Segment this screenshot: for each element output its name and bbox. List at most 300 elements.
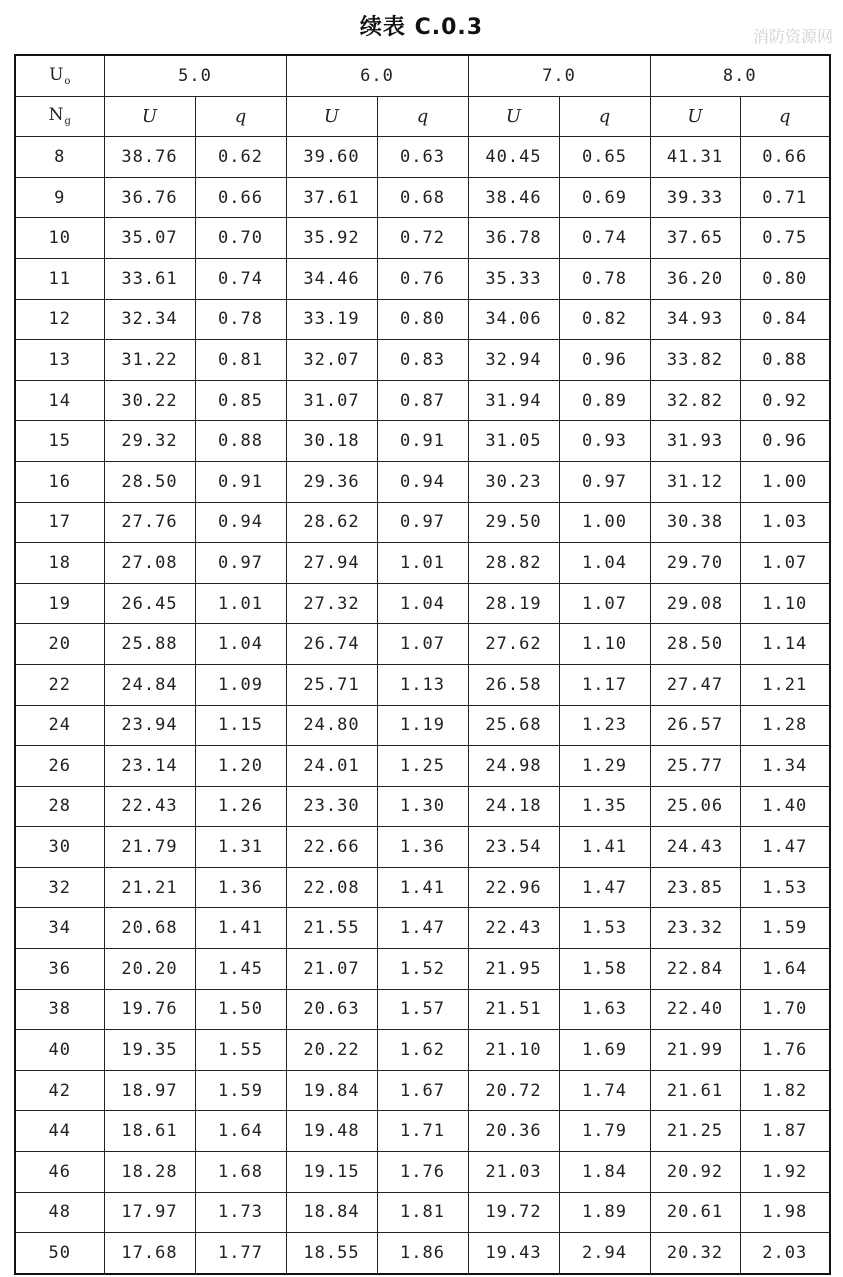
q-cell-8: 1.92: [740, 1152, 830, 1193]
table-row: [15, 908, 830, 949]
u-cell-7: 21.51: [468, 989, 559, 1030]
ng-cell: 48: [15, 1192, 104, 1233]
u-cell-5: 25.88: [104, 624, 195, 665]
u-cell-5: 32.34: [104, 299, 195, 340]
q-cell-6: 1.41: [377, 867, 468, 908]
u-cell-7: 30.23: [468, 461, 559, 502]
q-cell-7: 0.82: [559, 299, 650, 340]
u-cell-8: 21.61: [650, 1070, 740, 1111]
ng-cell: 11: [15, 258, 104, 299]
q-cell-7: 1.17: [559, 664, 650, 705]
u-cell-5: 23.14: [104, 746, 195, 787]
ng-cell: 20: [15, 624, 104, 665]
q-cell-7: 1.63: [559, 989, 650, 1030]
u-cell-6: 18.55: [286, 1233, 377, 1274]
q-cell-5: 1.15: [195, 705, 286, 746]
q-cell-8: 1.07: [740, 543, 830, 584]
table-row: [15, 1233, 830, 1274]
table-row: [15, 218, 830, 259]
data-table: [14, 54, 831, 1275]
watermark: 消防资源网: [752, 27, 833, 46]
group-header-6: 6.0: [286, 55, 468, 96]
u-cell-6: 19.48: [286, 1111, 377, 1152]
u-cell-7: 26.58: [468, 664, 559, 705]
ng-cell: 46: [15, 1152, 104, 1193]
u-cell-8: 41.31: [650, 137, 740, 178]
q-cell-8: 1.47: [740, 827, 830, 868]
q-cell-8: 0.71: [740, 177, 830, 218]
q-cell-5: 1.45: [195, 949, 286, 990]
q-cell-8: 1.76: [740, 1030, 830, 1071]
table-row: [15, 1152, 830, 1193]
q-cell-5: 0.74: [195, 258, 286, 299]
q-cell-6: 1.76: [377, 1152, 468, 1193]
ng-cell: 42: [15, 1070, 104, 1111]
u-cell-7: 22.43: [468, 908, 559, 949]
u-cell-8: 25.77: [650, 746, 740, 787]
u-cell-8: 29.08: [650, 583, 740, 624]
table-row: [15, 137, 830, 178]
q-cell-7: 1.58: [559, 949, 650, 990]
u-cell-7: 29.50: [468, 502, 559, 543]
q-cell-7: 1.35: [559, 786, 650, 827]
table-row: [15, 827, 830, 868]
u-cell-6: 28.62: [286, 502, 377, 543]
u-cell-8: 37.65: [650, 218, 740, 259]
u-cell-6: 33.19: [286, 299, 377, 340]
q-cell-8: 0.92: [740, 380, 830, 421]
q-cell-8: 0.84: [740, 299, 830, 340]
ng-cell: 13: [15, 340, 104, 381]
u-cell-8: 20.92: [650, 1152, 740, 1193]
u-cell-5: 19.76: [104, 989, 195, 1030]
u-cell-8: 30.38: [650, 502, 740, 543]
u-cell-8: 29.70: [650, 543, 740, 584]
q-cell-6: 0.87: [377, 380, 468, 421]
ng-cell: 16: [15, 461, 104, 502]
u-cell-8: 22.40: [650, 989, 740, 1030]
u-cell-6: 22.66: [286, 827, 377, 868]
q-cell-5: 0.66: [195, 177, 286, 218]
q-cell-8: 1.59: [740, 908, 830, 949]
u-cell-5: 33.61: [104, 258, 195, 299]
u-cell-7: 24.98: [468, 746, 559, 787]
u-cell-6: 27.94: [286, 543, 377, 584]
u-cell-6: 20.63: [286, 989, 377, 1030]
table-row: [15, 1111, 830, 1152]
q-cell-6: 1.57: [377, 989, 468, 1030]
q-cell-7: 0.96: [559, 340, 650, 381]
q-cell-5: 1.73: [195, 1192, 286, 1233]
q-cell-7: 1.41: [559, 827, 650, 868]
u-cell-5: 35.07: [104, 218, 195, 259]
ng-cell: 44: [15, 1111, 104, 1152]
q-cell-7: 0.93: [559, 421, 650, 462]
uo-header-cell: [15, 55, 104, 96]
q-cell-8: 1.70: [740, 989, 830, 1030]
q-cell-8: 1.00: [740, 461, 830, 502]
q-cell-8: 0.88: [740, 340, 830, 381]
u-cell-7: 20.72: [468, 1070, 559, 1111]
q-cell-5: 1.09: [195, 664, 286, 705]
ng-cell: 10: [15, 218, 104, 259]
q-cell-5: 0.88: [195, 421, 286, 462]
u-cell-7: 31.05: [468, 421, 559, 462]
ng-cell: 18: [15, 543, 104, 584]
table-row: [15, 421, 830, 462]
table-row: [15, 299, 830, 340]
ng-cell: 24: [15, 705, 104, 746]
group-header-5: 5.0: [104, 55, 286, 96]
q-cell-5: 1.41: [195, 908, 286, 949]
u-cell-5: 29.32: [104, 421, 195, 462]
u-cell-6: 31.07: [286, 380, 377, 421]
u-header-3: U: [468, 96, 559, 137]
q-cell-7: 0.78: [559, 258, 650, 299]
ng-cell: 34: [15, 908, 104, 949]
q-cell-5: 1.26: [195, 786, 286, 827]
u-cell-5: 21.21: [104, 867, 195, 908]
q-cell-7: 1.29: [559, 746, 650, 787]
ng-cell: 15: [15, 421, 104, 462]
q-cell-5: 1.68: [195, 1152, 286, 1193]
q-cell-6: 0.80: [377, 299, 468, 340]
u-cell-5: 17.68: [104, 1233, 195, 1274]
u-cell-5: 22.43: [104, 786, 195, 827]
q-cell-8: 1.87: [740, 1111, 830, 1152]
table-row: [15, 1192, 830, 1233]
q-cell-7: 1.53: [559, 908, 650, 949]
table-row: [15, 746, 830, 787]
u-cell-8: 24.43: [650, 827, 740, 868]
u-cell-6: 32.07: [286, 340, 377, 381]
q-cell-5: 0.78: [195, 299, 286, 340]
q-cell-7: 1.84: [559, 1152, 650, 1193]
u-cell-5: 20.20: [104, 949, 195, 990]
u-cell-6: 21.55: [286, 908, 377, 949]
u-cell-6: 30.18: [286, 421, 377, 462]
u-cell-8: 23.85: [650, 867, 740, 908]
u-cell-8: 31.93: [650, 421, 740, 462]
q-cell-8: 0.66: [740, 137, 830, 178]
ng-header-cell: [15, 96, 104, 137]
u-cell-5: 30.22: [104, 380, 195, 421]
q-cell-8: 1.14: [740, 624, 830, 665]
q-cell-5: 0.91: [195, 461, 286, 502]
u-cell-8: 25.06: [650, 786, 740, 827]
q-cell-8: 1.03: [740, 502, 830, 543]
uo-subscript: o: [64, 75, 71, 87]
u-cell-7: 22.96: [468, 867, 559, 908]
q-cell-7: 1.47: [559, 867, 650, 908]
u-cell-5: 31.22: [104, 340, 195, 381]
ng-cell: 32: [15, 867, 104, 908]
ng-label: N: [48, 105, 64, 126]
q-cell-6: 1.52: [377, 949, 468, 990]
q-cell-7: 1.89: [559, 1192, 650, 1233]
u-cell-7: 23.54: [468, 827, 559, 868]
q-cell-6: 1.71: [377, 1111, 468, 1152]
table-row: [15, 1030, 830, 1071]
u-cell-7: 21.10: [468, 1030, 559, 1071]
ng-cell: 30: [15, 827, 104, 868]
u-cell-8: 20.32: [650, 1233, 740, 1274]
u-cell-6: 18.84: [286, 1192, 377, 1233]
q-cell-6: 0.63: [377, 137, 468, 178]
u-cell-7: 34.06: [468, 299, 559, 340]
q-cell-7: 1.04: [559, 543, 650, 584]
q-cell-6: 1.36: [377, 827, 468, 868]
ng-subscript: g: [64, 116, 71, 128]
q-cell-7: 2.94: [559, 1233, 650, 1274]
q-cell-6: 1.47: [377, 908, 468, 949]
q-cell-8: 2.03: [740, 1233, 830, 1274]
q-header-2: q: [377, 96, 468, 137]
u-cell-6: 35.92: [286, 218, 377, 259]
u-cell-8: 34.93: [650, 299, 740, 340]
u-cell-8: 39.33: [650, 177, 740, 218]
u-cell-8: 33.82: [650, 340, 740, 381]
q-cell-7: 0.74: [559, 218, 650, 259]
ng-cell: 12: [15, 299, 104, 340]
u-cell-7: 32.94: [468, 340, 559, 381]
u-cell-8: 27.47: [650, 664, 740, 705]
q-cell-6: 1.19: [377, 705, 468, 746]
q-cell-6: 0.83: [377, 340, 468, 381]
q-cell-5: 1.01: [195, 583, 286, 624]
u-cell-5: 21.79: [104, 827, 195, 868]
header-row-uo: [15, 55, 830, 96]
q-cell-5: 1.77: [195, 1233, 286, 1274]
u-cell-8: 21.99: [650, 1030, 740, 1071]
q-cell-6: 1.30: [377, 786, 468, 827]
u-header-4: U: [650, 96, 740, 137]
q-cell-7: 0.65: [559, 137, 650, 178]
q-cell-7: 1.79: [559, 1111, 650, 1152]
q-cell-5: 1.31: [195, 827, 286, 868]
q-header-4: q: [740, 96, 830, 137]
table-row: [15, 258, 830, 299]
u-cell-7: 28.19: [468, 583, 559, 624]
q-cell-8: 1.40: [740, 786, 830, 827]
u-cell-8: 26.57: [650, 705, 740, 746]
q-cell-7: 1.69: [559, 1030, 650, 1071]
q-cell-5: 0.85: [195, 380, 286, 421]
u-header-1: U: [104, 96, 195, 137]
q-cell-5: 0.62: [195, 137, 286, 178]
q-cell-5: 0.70: [195, 218, 286, 259]
q-cell-8: 1.53: [740, 867, 830, 908]
u-cell-5: 19.35: [104, 1030, 195, 1071]
u-cell-5: 28.50: [104, 461, 195, 502]
table-row: [15, 1070, 830, 1111]
ng-cell: 22: [15, 664, 104, 705]
q-cell-6: 1.04: [377, 583, 468, 624]
q-cell-6: 1.13: [377, 664, 468, 705]
ng-cell: 38: [15, 989, 104, 1030]
u-cell-6: 34.46: [286, 258, 377, 299]
q-cell-8: 1.21: [740, 664, 830, 705]
q-header-1: q: [195, 96, 286, 137]
u-cell-7: 38.46: [468, 177, 559, 218]
u-cell-6: 21.07: [286, 949, 377, 990]
q-cell-6: 0.68: [377, 177, 468, 218]
table-row: [15, 949, 830, 990]
u-cell-6: 27.32: [286, 583, 377, 624]
u-cell-5: 18.61: [104, 1111, 195, 1152]
q-cell-6: 1.67: [377, 1070, 468, 1111]
u-cell-6: 39.60: [286, 137, 377, 178]
q-cell-5: 1.04: [195, 624, 286, 665]
q-cell-5: 1.20: [195, 746, 286, 787]
u-cell-6: 24.01: [286, 746, 377, 787]
q-cell-7: 1.23: [559, 705, 650, 746]
u-cell-6: 24.80: [286, 705, 377, 746]
table-row: [15, 461, 830, 502]
u-cell-5: 24.84: [104, 664, 195, 705]
u-cell-7: 19.43: [468, 1233, 559, 1274]
u-cell-8: 21.25: [650, 1111, 740, 1152]
u-cell-6: 19.15: [286, 1152, 377, 1193]
q-cell-6: 1.01: [377, 543, 468, 584]
q-cell-7: 1.00: [559, 502, 650, 543]
q-cell-7: 0.97: [559, 461, 650, 502]
u-cell-5: 23.94: [104, 705, 195, 746]
q-cell-6: 0.94: [377, 461, 468, 502]
u-cell-5: 38.76: [104, 137, 195, 178]
q-cell-8: 1.82: [740, 1070, 830, 1111]
u-cell-8: 31.12: [650, 461, 740, 502]
table-row: [15, 380, 830, 421]
q-cell-7: 1.07: [559, 583, 650, 624]
q-cell-8: 0.96: [740, 421, 830, 462]
u-cell-7: 20.36: [468, 1111, 559, 1152]
u-cell-7: 31.94: [468, 380, 559, 421]
q-cell-7: 0.89: [559, 380, 650, 421]
q-cell-5: 0.97: [195, 543, 286, 584]
q-cell-6: 1.25: [377, 746, 468, 787]
table-row: [15, 989, 830, 1030]
q-cell-8: 0.75: [740, 218, 830, 259]
q-cell-8: 0.80: [740, 258, 830, 299]
u-cell-6: 25.71: [286, 664, 377, 705]
ng-cell: 8: [15, 137, 104, 178]
ng-cell: 17: [15, 502, 104, 543]
header-row-ng: [15, 96, 830, 137]
page-title: 续表 C.0.3: [359, 15, 484, 40]
q-cell-7: 0.69: [559, 177, 650, 218]
u-cell-5: 20.68: [104, 908, 195, 949]
q-cell-8: 1.98: [740, 1192, 830, 1233]
q-cell-5: 1.50: [195, 989, 286, 1030]
group-header-8: 8.0: [650, 55, 830, 96]
u-cell-8: 20.61: [650, 1192, 740, 1233]
q-cell-8: 1.34: [740, 746, 830, 787]
q-cell-5: 1.36: [195, 867, 286, 908]
table-row: [15, 705, 830, 746]
q-cell-6: 1.86: [377, 1233, 468, 1274]
table-row: [15, 177, 830, 218]
ng-cell: 26: [15, 746, 104, 787]
group-header-7: 7.0: [468, 55, 650, 96]
table-row: [15, 543, 830, 584]
u-cell-8: 23.32: [650, 908, 740, 949]
ng-cell: 28: [15, 786, 104, 827]
q-cell-8: 1.64: [740, 949, 830, 990]
u-cell-8: 36.20: [650, 258, 740, 299]
q-cell-6: 0.76: [377, 258, 468, 299]
u-cell-7: 21.95: [468, 949, 559, 990]
u-cell-6: 29.36: [286, 461, 377, 502]
u-cell-8: 32.82: [650, 380, 740, 421]
u-cell-5: 18.28: [104, 1152, 195, 1193]
u-cell-6: 26.74: [286, 624, 377, 665]
u-cell-7: 25.68: [468, 705, 559, 746]
u-cell-6: 23.30: [286, 786, 377, 827]
q-cell-6: 1.07: [377, 624, 468, 665]
q-cell-6: 1.81: [377, 1192, 468, 1233]
q-cell-5: 1.59: [195, 1070, 286, 1111]
q-cell-7: 1.74: [559, 1070, 650, 1111]
q-cell-6: 0.72: [377, 218, 468, 259]
u-cell-8: 28.50: [650, 624, 740, 665]
table-row: [15, 624, 830, 665]
q-cell-6: 0.97: [377, 502, 468, 543]
u-cell-7: 21.03: [468, 1152, 559, 1193]
table-row: [15, 502, 830, 543]
q-cell-5: 0.81: [195, 340, 286, 381]
u-cell-7: 24.18: [468, 786, 559, 827]
u-cell-6: 22.08: [286, 867, 377, 908]
u-cell-7: 28.82: [468, 543, 559, 584]
table-row: [15, 867, 830, 908]
u-cell-8: 22.84: [650, 949, 740, 990]
q-cell-5: 1.64: [195, 1111, 286, 1152]
u-cell-7: 19.72: [468, 1192, 559, 1233]
u-cell-5: 27.76: [104, 502, 195, 543]
u-header-2: U: [286, 96, 377, 137]
ng-cell: 50: [15, 1233, 104, 1274]
ng-cell: 36: [15, 949, 104, 990]
u-cell-7: 40.45: [468, 137, 559, 178]
u-cell-7: 36.78: [468, 218, 559, 259]
q-cell-5: 1.55: [195, 1030, 286, 1071]
ng-cell: 40: [15, 1030, 104, 1071]
q-cell-5: 0.94: [195, 502, 286, 543]
u-cell-7: 27.62: [468, 624, 559, 665]
u-cell-5: 26.45: [104, 583, 195, 624]
u-cell-5: 36.76: [104, 177, 195, 218]
uo-label: U: [49, 64, 64, 85]
q-cell-8: 1.10: [740, 583, 830, 624]
table-row: [15, 340, 830, 381]
q-cell-7: 1.10: [559, 624, 650, 665]
u-cell-7: 35.33: [468, 258, 559, 299]
u-cell-5: 27.08: [104, 543, 195, 584]
q-header-3: q: [559, 96, 650, 137]
q-cell-6: 1.62: [377, 1030, 468, 1071]
table-row: [15, 583, 830, 624]
q-cell-8: 1.28: [740, 705, 830, 746]
u-cell-6: 19.84: [286, 1070, 377, 1111]
table-row: [15, 786, 830, 827]
u-cell-6: 37.61: [286, 177, 377, 218]
u-cell-5: 17.97: [104, 1192, 195, 1233]
u-cell-6: 20.22: [286, 1030, 377, 1071]
ng-cell: 19: [15, 583, 104, 624]
ng-cell: 9: [15, 177, 104, 218]
q-cell-6: 0.91: [377, 421, 468, 462]
